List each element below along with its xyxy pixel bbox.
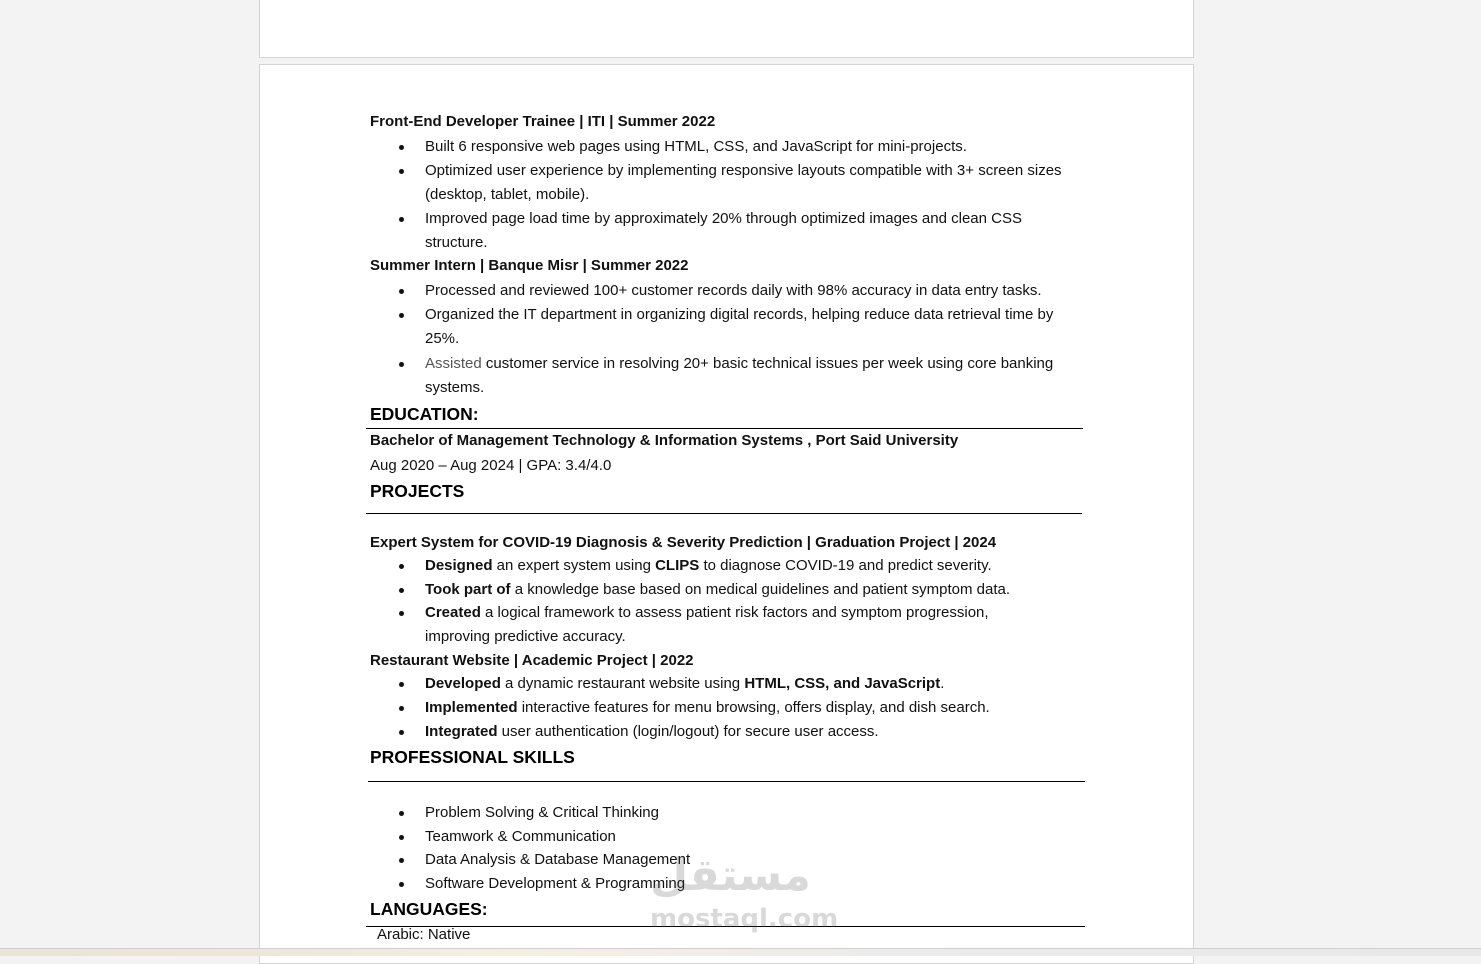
bold-phrase: CLIPS bbox=[655, 557, 700, 574]
bullet-text: interactive features for menu browsing, offers display, and dish search. bbox=[517, 699, 990, 716]
bold-phrase: Integrated bbox=[425, 723, 498, 740]
section-divider bbox=[368, 781, 1085, 782]
bullet-dot bbox=[399, 169, 404, 174]
bullet-text: a knowledge base based on medical guidelines and patient symptom data. bbox=[510, 581, 1011, 598]
experience-title: Front-End Developer Trainee | ITI | Summer 2022 bbox=[370, 113, 716, 130]
skill-item: Teamwork & Communication bbox=[425, 828, 616, 845]
section-divider bbox=[366, 926, 1085, 927]
bullet-dot bbox=[399, 730, 404, 735]
bullet-dot bbox=[399, 835, 404, 840]
education-degree: Bachelor of Management Technology & Information Systems , Port Said University bbox=[370, 432, 959, 449]
experience-bullet: Built 6 responsive web pages using HTML, CSS, and JavaScript for mini-projects. bbox=[425, 138, 967, 155]
bullet-dot bbox=[399, 858, 404, 863]
skill-item: Data Analysis & Database Management bbox=[425, 851, 691, 868]
bullet-dot bbox=[399, 706, 404, 711]
experience-title: Summer Intern | Banque Misr | Summer 2022 bbox=[370, 257, 689, 274]
experience-bullet: Improved page load time by approximately 20% through optimized images and clean CSS bbox=[425, 210, 1022, 227]
bullet-dot bbox=[399, 611, 404, 616]
project-bullet bbox=[425, 554, 992, 578]
experience-bullet-continued: systems. bbox=[425, 379, 485, 396]
experience-bullet-continued: (desktop, tablet, mobile). bbox=[425, 186, 590, 203]
bullet-text: customer service in resolving 20+ basic technical issues per week using core banking bbox=[481, 355, 1054, 372]
language-item: Arabic: Native bbox=[377, 926, 471, 943]
bullet-dot bbox=[399, 217, 404, 222]
section-divider bbox=[366, 513, 1082, 514]
project-title: Restaurant Website | Academic Project | 2022 bbox=[370, 652, 694, 669]
watermark-arabic-text: مستقل bbox=[650, 850, 811, 901]
document-page-previous bbox=[259, 0, 1194, 58]
bullet-text: to diagnose COVID-19 and predict severity. bbox=[699, 557, 992, 574]
languages-heading: LANGUAGES: bbox=[370, 899, 488, 919]
skill-item: Problem Solving & Critical Thinking bbox=[425, 804, 659, 821]
document-page bbox=[259, 64, 1194, 964]
bullet-lead-word: Assisted bbox=[425, 355, 482, 372]
bold-phrase: Took part of bbox=[425, 581, 511, 598]
skill-item: Software Development & Programming bbox=[425, 875, 686, 892]
bullet-dot bbox=[399, 313, 404, 318]
experience-bullet bbox=[425, 352, 1053, 376]
bullet-text: an expert system using bbox=[492, 557, 656, 574]
project-bullet bbox=[425, 672, 944, 696]
project-bullet bbox=[425, 720, 879, 744]
bullet-dot bbox=[399, 682, 404, 687]
bullet-dot bbox=[399, 145, 404, 150]
bullet-dot bbox=[399, 882, 404, 887]
experience-bullet-continued: 25%. bbox=[425, 330, 460, 347]
bold-phrase: Created bbox=[425, 604, 481, 621]
bold-phrase: HTML, CSS, and JavaScript bbox=[744, 675, 941, 692]
project-title: Expert System for COVID-19 Diagnosis & Severity Prediction | Graduation Project | 2024 bbox=[370, 534, 997, 551]
project-bullet bbox=[425, 696, 990, 720]
bold-phrase: Implemented bbox=[425, 699, 518, 716]
bold-phrase: Designed bbox=[425, 557, 493, 574]
experience-bullet: Organized the IT department in organizing digital records, helping reduce data retrieval time by bbox=[425, 306, 1054, 323]
education-heading: EDUCATION: bbox=[370, 404, 479, 424]
bullet-dot bbox=[399, 362, 404, 367]
bullet-text: . bbox=[940, 675, 945, 692]
education-dates: Aug 2020 – Aug 2024 | GPA: 3.4/4.0 bbox=[370, 457, 612, 474]
bullet-dot bbox=[399, 564, 404, 569]
bullet-text: user authentication (login/logout) for secure user access. bbox=[497, 723, 879, 740]
bullet-dot bbox=[399, 811, 404, 816]
bullet-text: a dynamic restaurant website using bbox=[500, 675, 745, 692]
experience-bullet: Optimized user experience by implementing responsive layouts compatible with 3+ screen sizes bbox=[425, 162, 1062, 179]
project-bullet bbox=[425, 578, 1010, 602]
experience-bullet-continued: structure. bbox=[425, 234, 488, 251]
bullet-dot bbox=[399, 588, 404, 593]
project-bullet bbox=[425, 601, 989, 625]
projects-heading: PROJECTS bbox=[370, 481, 465, 501]
bullet-dot bbox=[399, 289, 404, 294]
watermark-latin-text: mostaql.com bbox=[650, 904, 839, 934]
project-bullet-continued: improving predictive accuracy. bbox=[425, 628, 626, 645]
skills-heading: PROFESSIONAL SKILLS bbox=[370, 747, 575, 767]
experience-bullet: Processed and reviewed 100+ customer records daily with 98% accuracy in data entry tasks. bbox=[425, 282, 1042, 299]
bullet-text: a logical framework to assess patient risk factors and symptom progression, bbox=[480, 604, 989, 621]
bold-phrase: Developed bbox=[425, 675, 501, 692]
